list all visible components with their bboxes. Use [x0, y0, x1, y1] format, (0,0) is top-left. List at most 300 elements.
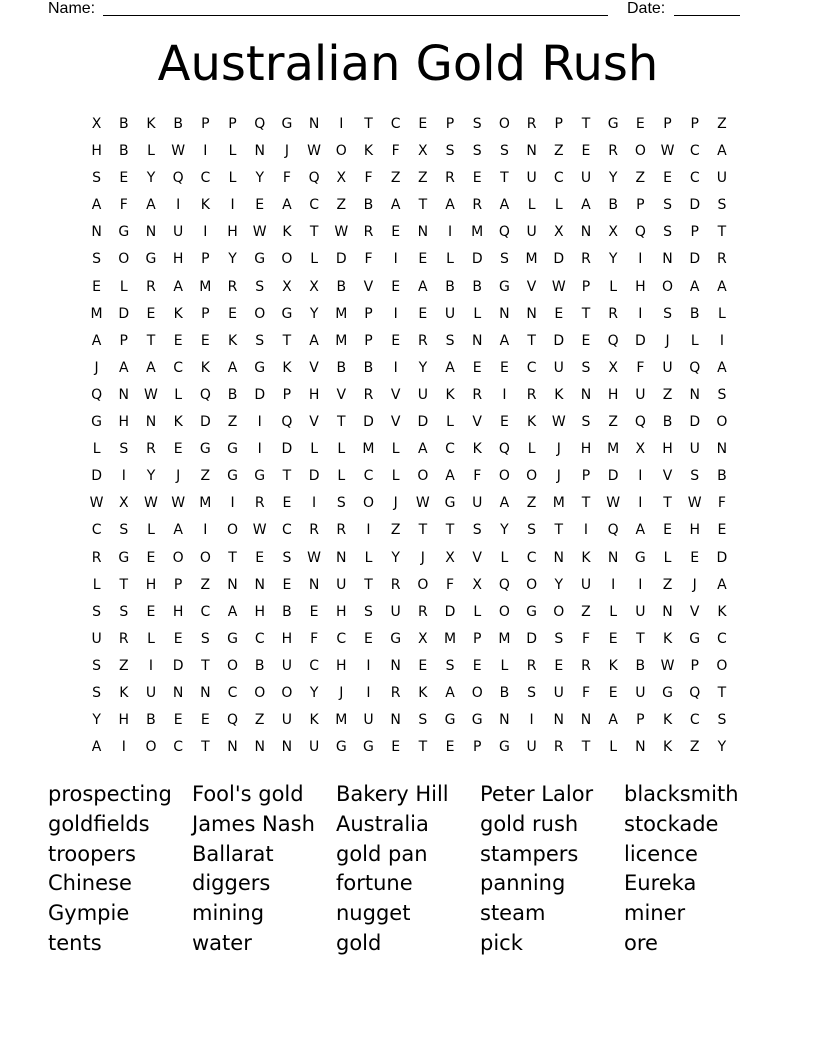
word-list-item: ore — [624, 930, 658, 955]
grid-letter: U — [689, 441, 700, 458]
grid-letter: F — [364, 251, 373, 268]
name-label: Name: — [48, 0, 96, 17]
grid-letter: C — [282, 522, 292, 539]
grid-letter: O — [118, 251, 130, 268]
grid-letter: E — [309, 603, 319, 620]
grid-letter: V — [526, 278, 537, 295]
grid-letter: K — [173, 305, 183, 322]
grid-letter: T — [228, 549, 237, 566]
grid-letter: K — [717, 603, 727, 620]
grid-letter: E — [119, 170, 129, 187]
grid-letter: D — [254, 386, 266, 403]
grid-letter: R — [526, 386, 537, 403]
grid-letter: B — [173, 116, 183, 132]
grid-letter: T — [581, 305, 591, 322]
grid-letter: U — [553, 684, 564, 701]
grid-letter: N — [91, 224, 102, 241]
grid-letter: E — [581, 143, 591, 160]
grid-letter: N — [145, 414, 157, 431]
grid-letter: D — [199, 414, 211, 431]
grid-letter: C — [363, 468, 374, 485]
grid-letter: E — [581, 332, 591, 349]
grid-letter: K — [200, 197, 210, 214]
grid-letter: S — [92, 603, 102, 620]
grid-letter: P — [472, 739, 482, 756]
grid-letter: E — [418, 116, 428, 132]
grid-letter: S — [581, 359, 591, 376]
grid-letter: L — [337, 468, 346, 485]
grid-letter: C — [526, 359, 537, 376]
grid-letter: L — [554, 197, 563, 214]
grid-letter: R — [581, 657, 591, 674]
word-list-item: panning — [480, 871, 566, 896]
grid-letter: G — [363, 739, 374, 756]
grid-letter: I — [366, 657, 371, 674]
grid-letter: O — [227, 657, 239, 674]
grid-letter: W — [551, 414, 566, 431]
grid-letter: U — [472, 495, 483, 512]
grid-letter: P — [445, 116, 455, 132]
grid-letter: A — [146, 197, 156, 214]
grid-letter: B — [635, 657, 646, 674]
grid-letter: F — [581, 630, 590, 647]
grid-letter: B — [336, 278, 347, 295]
grid-letter: G — [498, 739, 510, 756]
grid-letter: S — [336, 495, 346, 512]
grid-letter: E — [173, 712, 183, 729]
grid-letter: P — [581, 468, 591, 485]
grid-letter: S — [690, 468, 700, 485]
word-list-item: fortune — [336, 871, 413, 896]
grid-letter: Q — [607, 332, 619, 349]
grid-letter: N — [553, 549, 565, 566]
word-list-item: tents — [48, 930, 102, 955]
grid-letter: I — [230, 495, 235, 512]
grid-letter: I — [230, 197, 235, 214]
grid-letter: E — [173, 441, 183, 458]
grid-letter: Z — [608, 414, 618, 431]
grid-letter: I — [638, 251, 643, 268]
grid-letter: U — [281, 712, 293, 729]
date-field[interactable] — [674, 15, 740, 16]
grid-letter: I — [611, 576, 616, 593]
word-list-item: stampers — [480, 841, 579, 866]
grid-letter: S — [472, 143, 482, 160]
grid-letter: Z — [553, 143, 564, 160]
grid-letter: W — [171, 143, 186, 160]
grid-letter: E — [418, 657, 428, 674]
grid-letter: Q — [498, 576, 510, 593]
grid-letter: R — [309, 522, 319, 539]
grid-letter: J — [339, 684, 344, 701]
grid-letter: V — [390, 414, 401, 431]
grid-letter: B — [608, 197, 618, 214]
grid-letter: T — [717, 684, 727, 701]
grid-letter: K — [282, 359, 292, 376]
grid-letter: E — [146, 549, 156, 566]
grid-letter: T — [418, 522, 428, 539]
grid-letter: O — [716, 414, 728, 431]
grid-letter: O — [526, 468, 538, 485]
grid-letter: F — [581, 684, 590, 701]
word-list-item: miner — [624, 901, 686, 926]
grid-letter: E — [228, 305, 237, 322]
grid-letter: B — [662, 414, 673, 431]
grid-letter: X — [553, 224, 564, 241]
grid-letter: I — [529, 712, 534, 729]
grid-letter: O — [362, 495, 374, 512]
grid-letter: M — [335, 712, 348, 729]
grid-letter: N — [308, 116, 320, 132]
grid-letter: J — [665, 332, 670, 349]
grid-letter: V — [662, 468, 673, 485]
grid-letter: H — [635, 278, 646, 295]
grid-letter: L — [500, 549, 509, 566]
grid-letter: I — [203, 224, 208, 241]
grid-letter: H — [281, 630, 293, 647]
grid-letter: L — [446, 251, 454, 268]
grid-letter: K — [472, 441, 482, 458]
grid-letter: T — [581, 495, 591, 512]
grid-letter: T — [445, 522, 455, 539]
grid-letter: I — [638, 468, 643, 485]
grid-letter: U — [308, 739, 320, 756]
grid-letter: W — [415, 495, 430, 512]
grid-letter: S — [92, 684, 102, 701]
grid-letter: L — [391, 468, 400, 485]
word-list-item: steam — [480, 901, 546, 926]
word-list-item: prospecting — [48, 782, 172, 806]
grid-letter: P — [690, 116, 699, 132]
grid-letter: X — [418, 143, 428, 160]
grid-letter: I — [638, 495, 643, 512]
grid-letter: A — [717, 143, 727, 160]
grid-letter: K — [608, 657, 618, 674]
grid-letter: S — [92, 170, 102, 187]
grid-letter: Y — [309, 305, 319, 322]
grid-letter: U — [444, 305, 456, 322]
grid-letter: M — [199, 278, 212, 295]
grid-letter: C — [254, 630, 265, 647]
grid-letter: S — [364, 603, 373, 620]
grid-letter: U — [526, 170, 537, 187]
grid-letter: D — [553, 332, 565, 349]
grid-letter: E — [663, 170, 672, 187]
grid-letter: N — [118, 386, 130, 403]
grid-letter: P — [581, 278, 591, 295]
grid-letter: C — [200, 603, 211, 620]
grid-letter: Q — [254, 116, 266, 132]
grid-letter: Z — [336, 197, 347, 214]
word-list-item: James Nash — [192, 811, 315, 836]
grid-letter: E — [200, 712, 210, 729]
grid-letter: U — [635, 684, 646, 701]
grid-letter: K — [445, 386, 455, 403]
grid-letter: L — [337, 441, 346, 458]
grid-letter: Z — [581, 603, 591, 620]
grid-letter: A — [717, 576, 727, 593]
grid-letter: E — [690, 549, 700, 566]
grid-letter: P — [201, 251, 210, 268]
grid-letter: R — [526, 657, 537, 674]
grid-letter: T — [663, 495, 672, 512]
grid-letter: L — [609, 278, 618, 295]
grid-letter: N — [499, 305, 510, 322]
grid-letter: R — [472, 386, 483, 403]
grid-letter: H — [172, 251, 184, 268]
grid-letter: Z — [635, 170, 646, 187]
grid-letter: H — [662, 441, 673, 458]
grid-letter: M — [525, 251, 538, 268]
grid-letter: S — [472, 522, 482, 539]
grid-letter: U — [363, 712, 374, 729]
grid-letter: S — [717, 712, 727, 729]
grid-letter: E — [282, 495, 292, 512]
grid-letter: A — [445, 359, 455, 376]
grid-letter: D — [689, 197, 701, 214]
grid-letter: B — [472, 278, 483, 295]
grid-letter: U — [91, 630, 102, 647]
grid-letter: G — [689, 630, 701, 647]
grid-letter: E — [635, 116, 645, 132]
grid-letter: O — [281, 251, 293, 268]
grid-letter: R — [417, 332, 428, 349]
grid-letter: O — [417, 576, 429, 593]
grid-letter: X — [118, 495, 129, 512]
grid-letter: X — [445, 549, 455, 566]
word-list-item: gold rush — [480, 811, 579, 836]
grid-letter: U — [553, 359, 564, 376]
grid-letter: Z — [662, 576, 673, 593]
grid-letter: R — [390, 684, 401, 701]
grid-letter: A — [499, 332, 510, 349]
grid-letter: E — [255, 549, 265, 566]
grid-letter: E — [472, 657, 482, 674]
grid-letter: W — [660, 143, 675, 160]
grid-letter: R — [254, 495, 265, 512]
grid-letter: A — [581, 197, 591, 214]
grid-letter: V — [689, 603, 700, 620]
grid-letter: A — [445, 468, 455, 485]
grid-letter: X — [336, 170, 347, 187]
grid-letter: Y — [309, 684, 319, 701]
grid-letter: Y — [418, 359, 428, 376]
grid-letter: H — [607, 386, 619, 403]
grid-letter: E — [391, 332, 401, 349]
grid-letter: O — [471, 684, 483, 701]
word-list — [48, 780, 768, 959]
grid-letter: B — [717, 468, 727, 485]
grid-letter: D — [363, 414, 374, 431]
date-label: Date: — [627, 0, 666, 17]
grid-letter: L — [364, 549, 373, 566]
grid-letter: G — [281, 305, 293, 322]
word-list-item: gold pan — [336, 841, 428, 866]
grid-letter: Z — [118, 657, 129, 674]
grid-letter: L — [228, 170, 237, 187]
grid-letter: N — [553, 712, 565, 729]
grid-letter: S — [445, 657, 455, 674]
grid-letter: N — [635, 739, 646, 756]
grid-letter: O — [498, 603, 510, 620]
grid-letter: H — [91, 143, 102, 160]
grid-letter: F — [446, 576, 455, 593]
grid-letter: I — [203, 143, 208, 160]
grid-letter: F — [282, 170, 291, 187]
word-list-item: Gympie — [48, 901, 130, 926]
grid-letter: L — [718, 305, 726, 322]
grid-letter: Z — [717, 116, 727, 132]
grid-letter: Y — [228, 251, 237, 268]
grid-letter: A — [390, 197, 401, 214]
grid-letter: N — [580, 712, 592, 729]
grid-letter: R — [472, 197, 483, 214]
grid-letter: G — [390, 630, 402, 647]
grid-letter: A — [146, 359, 156, 376]
grid-letter: E — [608, 630, 618, 647]
grid-letter: T — [717, 224, 727, 241]
grid-letter: N — [145, 224, 157, 241]
grid-letter: L — [391, 441, 400, 458]
grid-letter: G — [254, 359, 266, 376]
grid-letter: P — [201, 116, 210, 132]
grid-letter: T — [146, 332, 156, 349]
grid-letter: N — [580, 224, 592, 241]
grid-letter: Q — [634, 224, 646, 241]
page-title: Australian Gold Rush — [157, 36, 659, 92]
grid-letter: I — [366, 684, 371, 701]
grid-letter: E — [472, 170, 482, 187]
grid-letter: C — [309, 197, 319, 214]
grid-letter: B — [499, 684, 510, 701]
name-field[interactable] — [103, 15, 608, 16]
grid-letter: R — [363, 386, 374, 403]
grid-letter: H — [145, 576, 157, 593]
grid-letter: W — [89, 495, 104, 512]
grid-letter: N — [390, 712, 401, 729]
grid-letter: O — [526, 576, 538, 593]
grid-letter: K — [227, 332, 238, 349]
grid-letter: K — [200, 359, 210, 376]
grid-letter: M — [552, 495, 565, 512]
grid-letter: I — [121, 468, 126, 485]
grid-letter: S — [255, 278, 265, 295]
word-list-item: Eureka — [624, 871, 697, 896]
grid-letter: S — [717, 386, 727, 403]
grid-letter: G — [281, 116, 293, 132]
grid-letter: C — [227, 684, 238, 701]
grid-letter: E — [445, 739, 455, 756]
grid-letter: G — [118, 224, 130, 241]
grid-letter: A — [173, 278, 183, 295]
grid-letter: M — [90, 305, 103, 322]
grid-letter: I — [257, 414, 262, 431]
grid-letter: D — [526, 630, 537, 647]
grid-letter: U — [281, 657, 293, 674]
grid-letter: T — [418, 739, 428, 756]
grid-letter: E — [472, 359, 482, 376]
grid-letter: O — [199, 549, 211, 566]
grid-letter: Y — [146, 468, 156, 485]
grid-letter: N — [227, 576, 238, 593]
grid-letter: T — [500, 170, 509, 187]
grid-letter: T — [201, 739, 210, 756]
grid-letter: X — [418, 630, 428, 647]
grid-letter: F — [364, 170, 373, 187]
grid-letter: S — [92, 251, 102, 268]
grid-letter: N — [254, 739, 265, 756]
grid-letter: V — [309, 414, 319, 431]
grid-letter: D — [444, 603, 456, 620]
grid-letter: K — [418, 684, 428, 701]
grid-letter: S — [119, 441, 129, 458]
grid-letter: A — [717, 359, 727, 376]
grid-letter: X — [91, 116, 102, 132]
grid-letter: S — [445, 332, 455, 349]
grid-letter: H — [172, 603, 184, 620]
grid-letter: U — [580, 170, 592, 187]
grid-letter: F — [636, 359, 645, 376]
grid-letter: X — [608, 224, 618, 241]
grid-letter: Y — [146, 170, 156, 187]
grid-letter: O — [553, 603, 565, 620]
grid-letter: Y — [554, 576, 564, 593]
grid-letter: T — [337, 414, 346, 431]
grid-letter: L — [690, 332, 699, 349]
grid-letter: U — [635, 603, 646, 620]
grid-letter: S — [119, 603, 129, 620]
grid-letter: G — [145, 251, 157, 268]
letter-grid — [83, 114, 736, 764]
grid-letter: W — [660, 657, 675, 674]
grid-letter: Q — [281, 414, 293, 431]
grid-letter: X — [608, 359, 618, 376]
grid-letter: A — [173, 522, 183, 539]
grid-letter: W — [144, 495, 158, 512]
grid-letter: P — [364, 332, 373, 349]
grid-letter: T — [527, 332, 536, 349]
grid-letter: C — [173, 359, 184, 376]
grid-letter: M — [335, 332, 348, 349]
grid-letter: A — [445, 684, 455, 701]
grid-letter: O — [662, 278, 674, 295]
grid-letter: U — [417, 386, 428, 403]
grid-letter: F — [391, 143, 400, 160]
grid-letter: I — [638, 576, 643, 593]
grid-letter: G — [254, 468, 266, 485]
grid-letter: E — [499, 359, 509, 376]
word-list-item: Ballarat — [192, 841, 274, 866]
grid-letter: N — [689, 386, 700, 403]
grid-letter: E — [364, 630, 373, 647]
grid-letter: G — [444, 495, 456, 512]
grid-letter: N — [662, 603, 673, 620]
grid-letter: E — [391, 739, 401, 756]
word-list-item: pick — [480, 930, 523, 955]
grid-letter: U — [173, 224, 184, 241]
grid-letter: J — [284, 143, 289, 160]
grid-letter: U — [580, 576, 592, 593]
word-list-item: goldfields — [48, 811, 150, 836]
grid-letter: Q — [91, 386, 103, 403]
grid-letter: I — [638, 305, 643, 322]
grid-letter: S — [663, 305, 672, 322]
grid-letter: C — [173, 739, 184, 756]
grid-letter: Z — [227, 414, 238, 431]
grid-letter: O — [634, 143, 646, 160]
grid-letter: N — [499, 712, 510, 729]
grid-letter: I — [583, 522, 589, 539]
